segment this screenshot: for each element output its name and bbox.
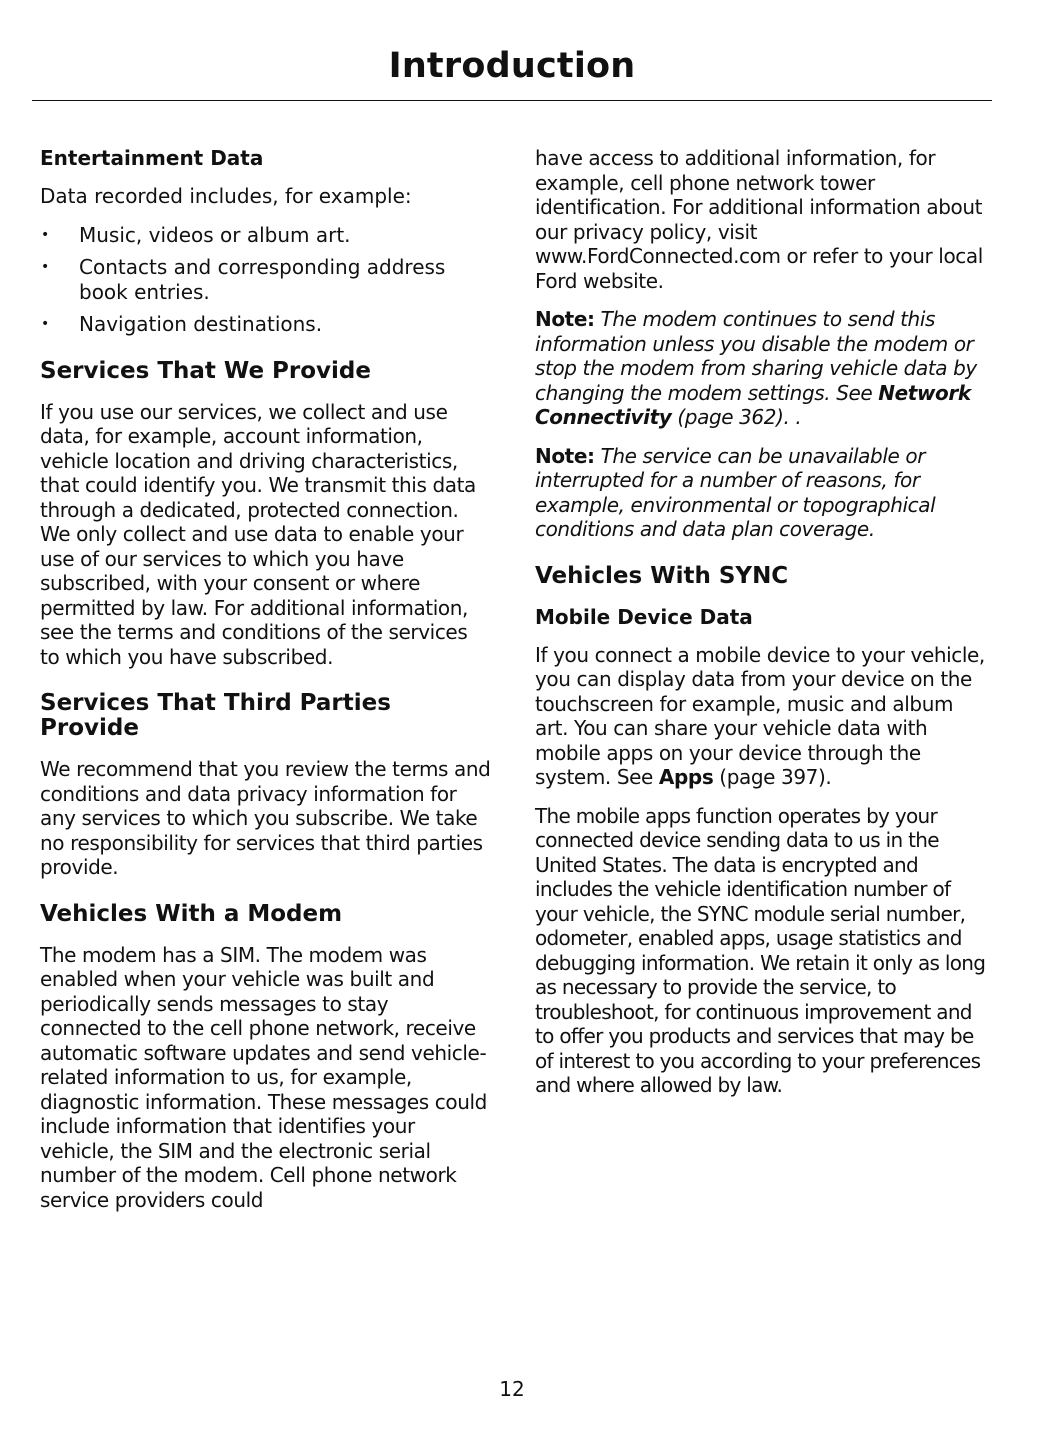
list-item — [40, 223, 492, 248]
modem-heading: Vehicles With a Modem — [40, 900, 343, 927]
network-connectivity-link[interactable]: Network Connectivity — [535, 380, 971, 429]
apps-page-ref: (page 397). — [719, 765, 832, 789]
note-service-availability — [535, 444, 987, 542]
mobile-device-data-heading: Mobile Device Data — [535, 604, 753, 629]
note-text: The modem continues to send this information unless you disable the modem or stop the modem from sharing vehicle data by changing the modem settings. See — [535, 307, 977, 405]
bullet-icon: • — [41, 226, 50, 243]
list-item-text: Navigation destinations. — [79, 312, 323, 336]
left-column — [40, 146, 492, 1226]
bullet-icon: • — [41, 316, 50, 332]
page-title: Introduction — [388, 46, 636, 86]
mobile-device-data-text: If you connect a mobile device to your vehicle, you can display data from your device on the touchscreen for example, music and album art. You can share your vehicle data with mobile apps on your device through the system. See — [535, 642, 985, 789]
services-we-provide-heading: Services That We Provide — [40, 357, 371, 384]
services-we-provide-body: If you use our services, we collect and use data, for example, account information, vehicle location and driving characteristics, that could identify you. We transmit this data through a dedicated, protected connection. We only collect and use data to enable your use of our services to which you have subscribed, with your consent or where permitted by law. For additional information, see the terms and conditions of the services to which you have subscribed. — [40, 399, 476, 669]
entertainment-data-list — [40, 223, 492, 337]
right-column — [535, 146, 987, 1112]
entertainment-data-heading: Entertainment Data — [40, 146, 264, 170]
entertainment-data-intro: Data recorded includes, for example: — [40, 184, 412, 208]
mobile-device-data-body — [535, 643, 987, 790]
third-parties-heading: Services That Third Parties Provide — [40, 690, 391, 741]
note-label: Note: — [535, 307, 595, 331]
note-text: The service can be unavailable or interrupted for a number of reasons, for example, environmental or topographical conditions and data plan coverage. — [535, 443, 936, 541]
list-item-text: Contacts and corresponding address book entries. — [79, 255, 446, 304]
note-modem-sharing — [535, 307, 987, 430]
list-item — [40, 255, 492, 304]
list-item-text: Music, videos or album art. — [79, 222, 351, 247]
page-number: 12 — [499, 1377, 525, 1401]
title-divider — [32, 100, 992, 101]
third-parties-body: We recommend that you review the terms and conditions and data privacy information for any services to which you subscribe. We take no responsibility for services that third parties provide. — [40, 757, 491, 879]
modem-body-continued: have access to additional information, for example, cell phone network tower identification. For additional information about our privacy policy, visit www.FordConnected.com or refer to your local Ford website. — [535, 146, 983, 293]
apps-link[interactable]: Apps — [658, 765, 714, 789]
modem-body: The modem has a SIM. The modem was enabled when your vehicle was built and periodically sends messages to stay connected to the cell phone network, receive automatic software updates and send vehicle-related information to us, for example, diagnostic information. These messages could include information that identifies your vehicle, the SIM and the electronic serial number of the modem. Cell phone network service providers could — [40, 942, 487, 1212]
list-item — [40, 312, 492, 337]
note-label: Note: — [535, 443, 595, 468]
bullet-icon: • — [41, 259, 50, 275]
note-page-ref: (page 362). . — [677, 405, 802, 429]
sync-heading: Vehicles With SYNC — [535, 562, 789, 589]
mobile-apps-body: The mobile apps function operates by your connected device sending data to us in the United States. The data is encrypted and includes the vehicle identification number of your vehicle, the SYNC module serial number, odometer, enabled apps, usage statistics and debugging information. We retain it only as long as necessary to provide the service, to troubleshoot, for continuous improvement and to offer you products and services that may be of interest to you according to your preferences and where allowed by law. — [535, 803, 986, 1097]
